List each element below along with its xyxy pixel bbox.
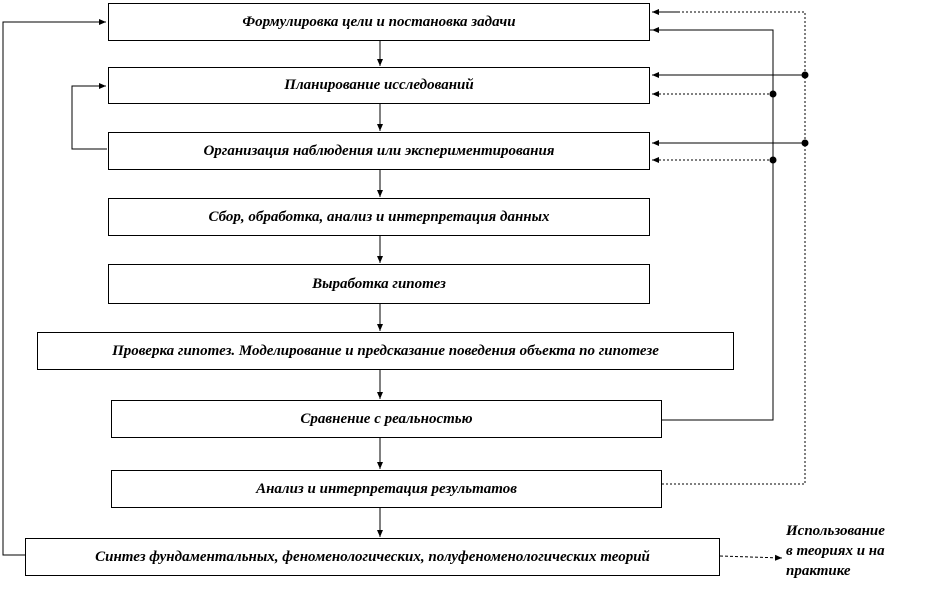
step-goal-formulation	[108, 3, 650, 41]
step-label: Проверка гипотез. Моделирование и предсказание поведения объекта по гипотезе	[112, 342, 659, 359]
step-observation-organization	[108, 132, 650, 170]
step-reality-comparison	[111, 400, 662, 438]
step-data-processing	[108, 198, 650, 236]
junction-dot	[802, 140, 809, 147]
step-research-planning	[108, 67, 650, 104]
output-label-line: в теориях и на	[786, 543, 885, 559]
loop-8-feedback	[652, 12, 805, 484]
step-theory-synthesis	[25, 538, 720, 576]
junction-dot	[770, 91, 777, 98]
junction-dot	[802, 72, 809, 79]
output-label-line: Использование	[786, 523, 885, 539]
junction-dot	[770, 157, 777, 164]
step-label: Организация наблюдения или экспериментирования	[203, 142, 555, 159]
loop-9-to-1	[3, 22, 106, 555]
step-label: Сбор, обработка, анализ и интерпретация данных	[208, 208, 550, 225]
step-label: Планирование исследований	[284, 77, 474, 93]
step-label: Формулировка цели и постановка задачи	[242, 13, 516, 30]
step-label: Сравнение с реальностью	[300, 410, 473, 427]
arrow-output	[720, 556, 782, 558]
step-label: Синтез фундаментальных, феноменологических, полуфеноменологических теорий	[95, 548, 650, 565]
step-hypothesis-testing	[37, 332, 734, 370]
step-hypothesis-generation	[108, 264, 650, 304]
step-label: Анализ и интерпретация результатов	[256, 480, 517, 497]
output-usage-label	[786, 521, 924, 581]
step-label: Выработка гипотез	[312, 275, 446, 292]
output-label-line: практике	[786, 563, 851, 579]
step-results-analysis	[111, 470, 662, 508]
loop-3-to-2	[72, 86, 107, 149]
